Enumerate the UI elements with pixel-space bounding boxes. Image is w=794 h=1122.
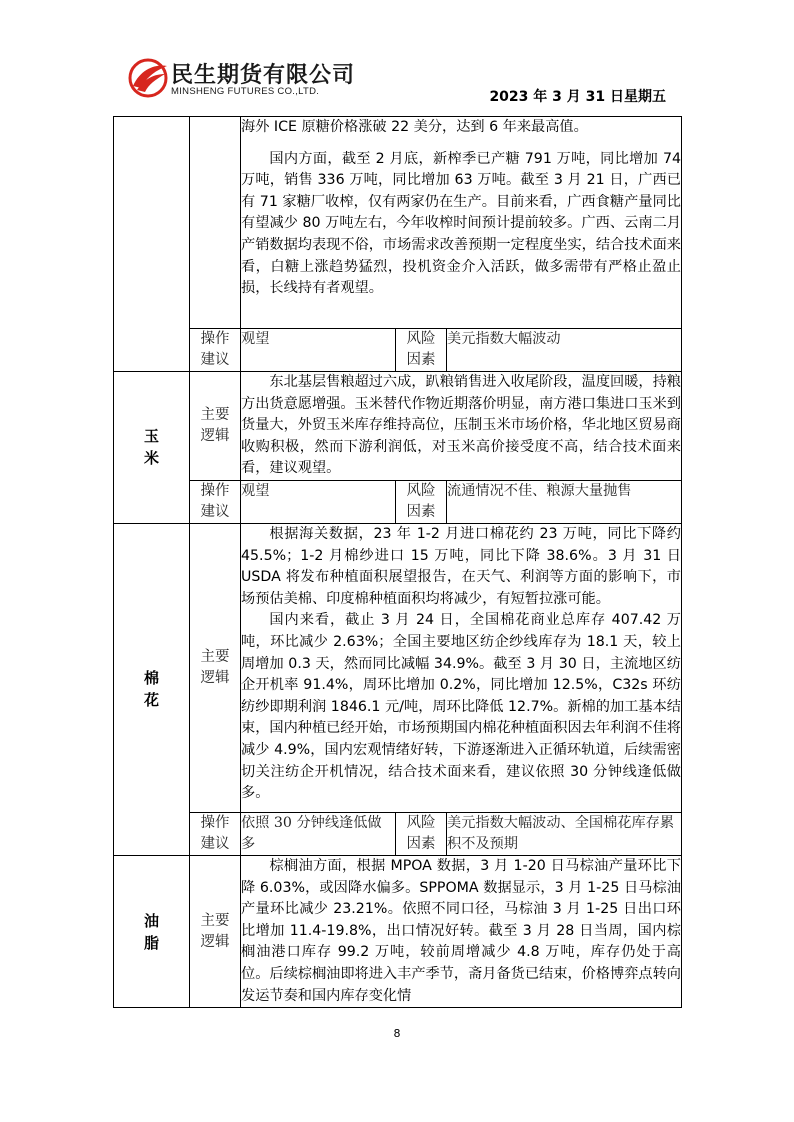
corn-risk-label: 风险因素 [396,480,447,523]
oils-logic-label: 主要逻辑 [190,855,241,1007]
corn-category: 玉米 [114,372,190,524]
corn-operation-row [114,480,682,523]
cotton-risk-label: 风险因素 [396,812,447,855]
sugar-operation-value: 观望 [241,329,396,372]
corn-logic-row [114,372,682,481]
sugar-logic-p1: 海外 ICE 原糖价格涨破 22 美分，达到 6 年来最高值。 [241,119,588,135]
cotton-risk-value: 美元指数大幅波动、全国棉花库存累积不及预期 [447,812,682,855]
oils-category: 油脂 [114,855,190,1007]
cotton-logic-cell [241,523,682,812]
sugar-operation-row [114,329,682,372]
cotton-logic-label: 主要逻辑 [190,523,241,812]
sugar-risk-label: 风险因素 [396,329,447,372]
company-name-cn: 民生期货有限公司 [171,63,356,88]
cotton-operation-row [114,812,682,855]
cotton-category: 棉花 [114,523,190,855]
sugar-logic-label-cell [190,117,241,329]
oils-logic-text: 棕榈油方面，根据 MPOA 数据，3 月 1-20 日马棕油产量环比下降 6.03%，或因降水偏多。SPPOMA 数据显示，3 月 1-25 日马棕油产量环比减少 23.21%。依照不同口径，马棕油 3 月 1-25 日出口环比增加 11.4-19.8%，出口情况好转。截至 3 月 28 日当周，国内棕榈油港口库存 99.2 万吨，较前周增减少 4.8 万吨，库存仍处于高位。后续棕榈油即将进入丰产季节，斋月备货已结束，价格博弈点转向发运节奏和国内库存变化情 [241,857,681,1004]
cotton-logic-p2: 国内来看，截止 3 月 24 日，全国棉花商业总库存 407.42 万吨，环比减少 2.63%；全国主要地区纺企纱线库存为 18.1 天，较上周增加 0.3 天，然而同比减幅 34.9%。截至 3 月 30 日，主流地区纺企开机率 91.4%，周环比增加 0.2%，同比增加 12.5%，C32s 环纺纺纱即期利润 1846.1 元/吨，周环比降低 12.7%。新棉的加工基本结束，国内种植已经开始，市场预期国内棉花种植面积因去年利润不佳将减少 4.9%，国内宏观情绪好转，下游逐渐进入正循环轨道，后续需密切关注纺企开机情况，结合技术面来看，建议依照 30 分钟线逢低做多。 [241,612,681,802]
sugar-operation-label: 操作建议 [190,329,241,372]
cotton-operation-value: 依照 30 分钟线逢低做多 [241,812,396,855]
corn-operation-value: 观望 [241,480,396,523]
company-name-en: MINSHENG FUTURES CO.,LTD. [171,86,320,97]
cotton-logic-row [114,523,682,812]
cotton-logic-p1: 根据海关数据，23 年 1-2 月进口棉花约 23 万吨，同比下降约 45.5%；1-2 月棉纱进口 15 万吨，同比下降 38.6%。3 月 31 日 USDA 将发布种植面积展望报告，在天气、利润等方面的影响下，市场预估美棉、印度棉种植面积均将减少，有短暂拉涨可能。 [241,525,681,607]
report-date: 2023 年 3 月 31 日星期五 [489,89,666,105]
sugar-category-cell [114,117,190,372]
corn-logic-cell [241,372,682,481]
company-logo [127,56,367,100]
sugar-logic-cell [241,117,682,329]
page-number: 8 [393,1027,401,1040]
corn-logic-label: 主要逻辑 [190,372,241,481]
commodity-table [113,116,682,1008]
corn-logic-text: 东北基层售粮超过六成，趴粮销售进入收尾阶段，温度回暖，持粮方出货意愿增强。玉米替代作物近期落价明显，南方港口集进口玉米到货量大，外贸玉米库存维持高位，压制玉米市场价格，华北地区贸易商收购积极，然而下游利润低，对玉米高价接受度不高，结合技术面来看，建议观望。 [241,374,681,477]
cotton-operation-label: 操作建议 [190,812,241,855]
sugar-risk-value: 美元指数大幅波动 [447,329,682,372]
sugar-logic-p2: 国内方面，截至 2 月底，新榨季已产糖 791 万吨，同比增加 74 万吨，销售 336 万吨，同比增加 63 万吨。截至 3 月 21 日，广西已有 71 家糖厂收榨，仅有两家仍在生产。目前来看，广西食糖产量同比有望减少 80 万吨左右，今年收榨时间预计提前较多。广西、云南二月产销数据均表现不俗，市场需求改善预期一定程度坐实，结合技术面来看，白糖上涨趋势猛烈，投机资金介入活跃，做多需带有严格止盈止损，长线持有者观望。 [241,150,681,297]
corn-operation-label: 操作建议 [190,480,241,523]
oils-logic-cell [241,855,682,1007]
minsheng-logo-icon [127,58,169,98]
corn-risk-value: 流通情况不佳、粮源大量抛售 [447,480,682,523]
oils-logic-row [114,855,682,1007]
sugar-logic-row [114,117,682,329]
